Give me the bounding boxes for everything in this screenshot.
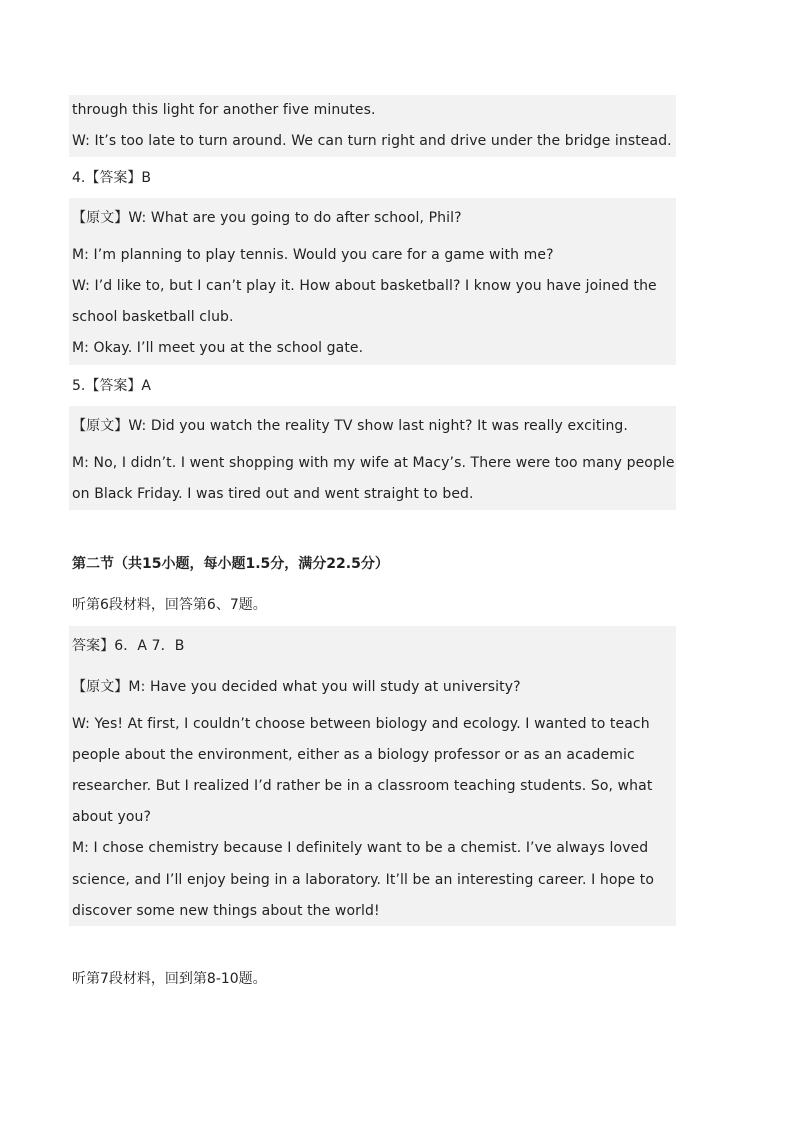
transcript-line: W: I’d like to, but I can’t play it. How about basketball? I know you have joined the [72,278,657,294]
answer-5: 5.【答案】A [72,378,151,394]
transcript-line: W: Yes! At first, I couldn’t choose between biology and ecology. I wanted to teach [72,716,650,732]
transcript-line: M: I’m planning to play tennis. Would you care for a game with me? [72,247,554,263]
answer-line: 答案】6．A 7．B [72,638,185,654]
instruction-passage-6: 听第6段材料，回答第6、7题。 [72,597,267,613]
transcript-line: W: It’s too late to turn around. We can turn right and drive under the bridge instead. [72,133,672,149]
transcript-line: science, and I’ll enjoy being in a laboratory. It’ll be an interesting career. I hope to [72,872,655,888]
transcript-line: on Black Friday. I was tired out and went straight to bed. [72,486,474,502]
instruction-passage-7: 听第7段材料，回到第8-10题。 [72,971,267,987]
transcript-line: discover some new things about the world! [72,903,380,919]
transcript-line: 【原文】W: What are you going to do after school, Phil? [72,210,462,226]
transcript-line: M: Okay. I’ll meet you at the school gate. [72,340,364,356]
answer-4: 4.【答案】B [72,170,151,186]
section-2-heading: 第二节（共15小题，每小题1.5分，满分22.5分） [72,556,389,572]
transcript-block-5 [69,406,676,510]
transcript-line: M: No, I didn’t. I went shopping with my wife at Macy’s. There were too many people [72,455,675,471]
transcript-block-4 [69,198,676,365]
transcript-line: researcher. But I realized I’d rather be in a classroom teaching students. So, what [72,778,653,794]
transcript-line: 【原文】M: Have you decided what you will study at university? [72,679,521,695]
transcript-block-6 [69,626,676,926]
transcript-line: people about the environment, either as a biology professor or as an academic [72,747,635,763]
transcript-line: school basketball club. [72,309,234,325]
transcript-line: 【原文】W: Did you watch the reality TV show last night? It was really exciting. [72,418,628,434]
transcript-block-3 [69,95,676,157]
transcript-line: M: I chose chemistry because I definitely want to be a chemist. I’ve always loved [72,840,649,856]
transcript-line: about you? [72,809,151,825]
transcript-line: through this light for another five minutes. [72,102,376,118]
